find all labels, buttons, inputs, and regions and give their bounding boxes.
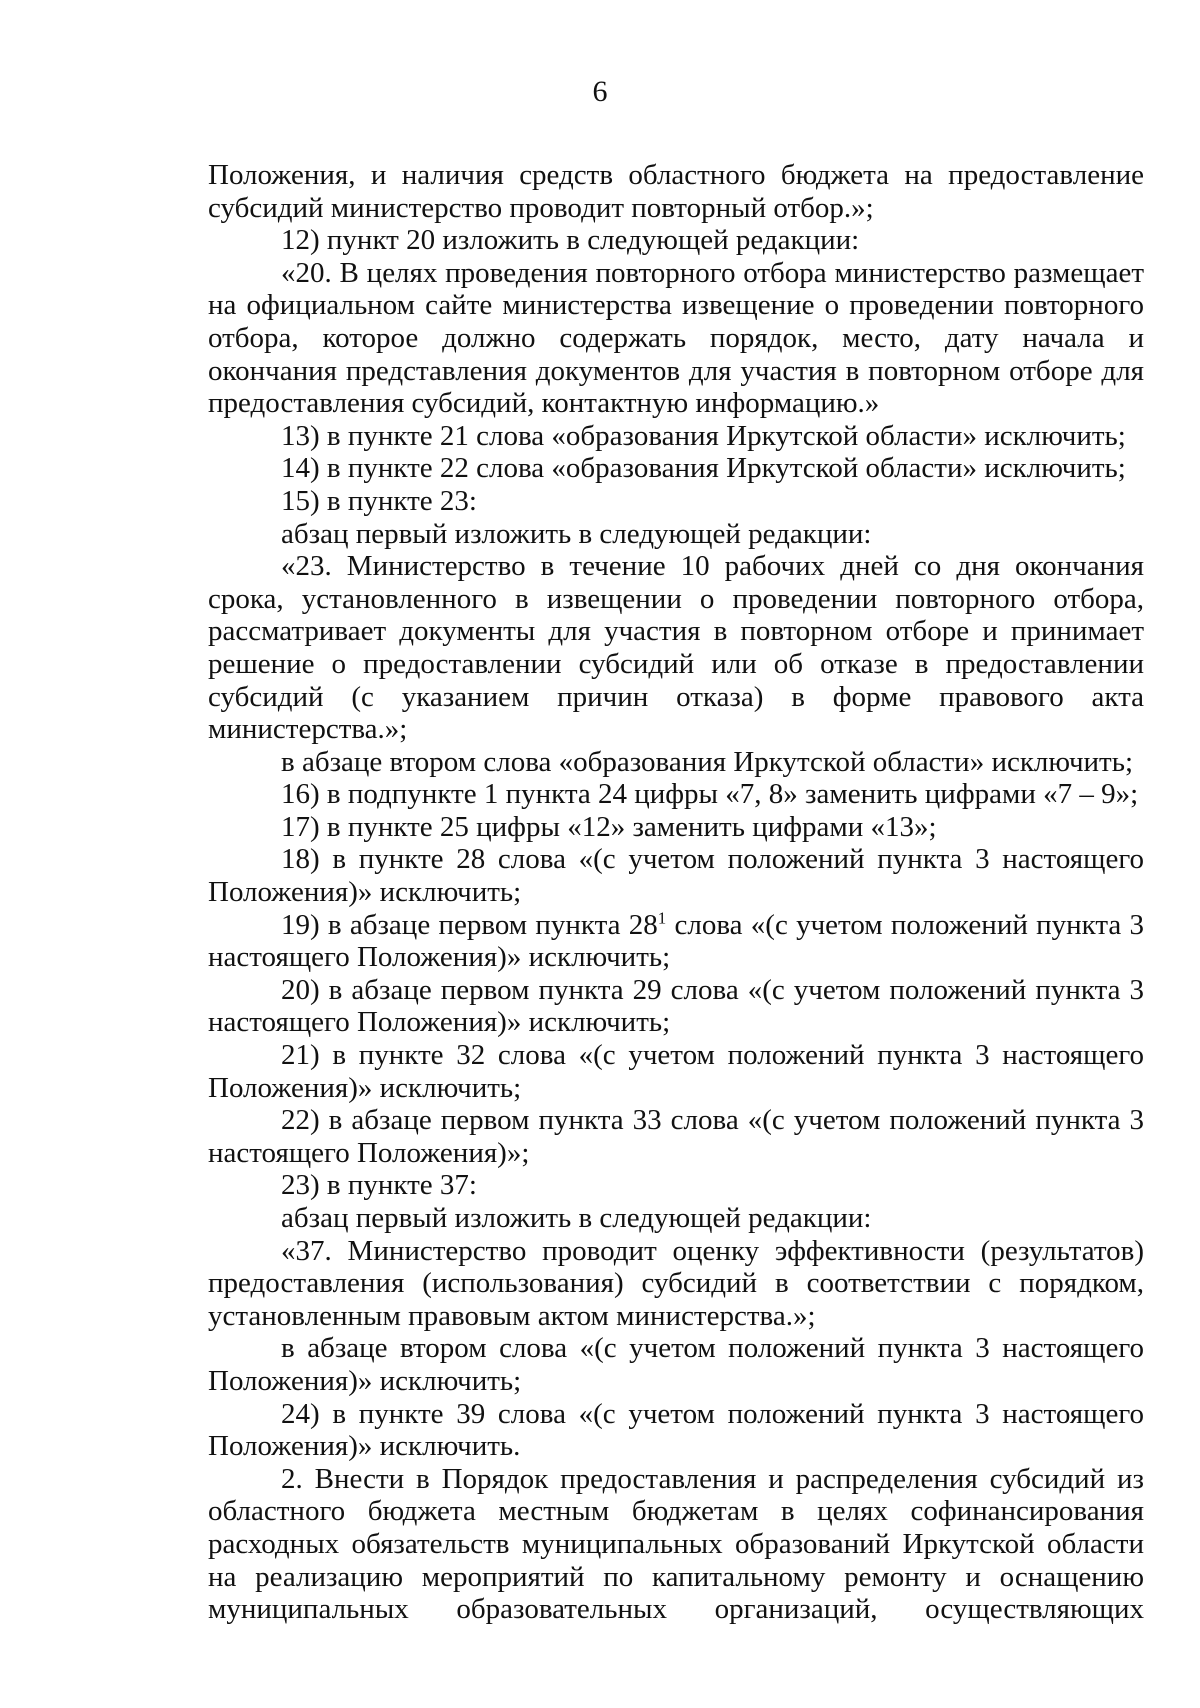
paragraph-section-2: 2. Внести в Порядок предоставления и распределения субсидий из областного бюджета местным бюджетам в целях софинансирования расходных обязательств муниципальных образований Иркутской области на реализацию мероприятий по капитальному ремонту и оснащению муниципальных образовательных организаций, осуществляющих [208,1462,1144,1626]
paragraph-item-21: 21) в пункте 32 слова «(с учетом положений пункта 3 настоящего Положения)» исключить; [208,1039,1144,1104]
paragraph-item-23-second: в абзаце втором слова «(с учетом положений пункта 3 настоящего Положения)» исключить; [208,1332,1144,1397]
paragraph-item-16: 16) в подпункте 1 пункта 24 цифры «7, 8» заменить цифрами «7 – 9»; [281,778,1139,811]
paragraph-item-17: 17) в пункте 25 цифры «12» заменить цифрами «13»; [281,810,937,843]
item-19-superscript: 1 [657,908,667,927]
item-19-text-after: слова «(с учетом положений пункта 3 настоящего Положения)» исключить; [208,908,1144,974]
document-body [208,159,1144,1626]
paragraph-item-23-sub: абзац первый изложить в следующей редакции: [281,1202,872,1234]
paragraph-item-18: 18) в пункте 28 слова «(с учетом положений пункта 3 настоящего Положения)» исключить; [208,843,1144,909]
item-19-text-before: 19) в абзаце первом пункта 28 [281,908,658,941]
paragraph-continuation: Положения, и наличия средств областного бюджета на предоставление субсидий министерство проводит повторный отбор.»; [208,159,1144,224]
page-number: 6 [592,75,608,108]
paragraph-quote-37: «37. Министерство проводит оценку эффективности (результатов) предоставления (использования) субсидий в соответствии с порядком, установленным правовым актом министерства.»; [208,1234,1144,1332]
paragraph-item-15-sub: абзац первый изложить в следующей редакции: [281,517,872,550]
paragraph-item-14: 14) в пункте 22 слова «образования Иркутской области» исключить; [281,452,1126,485]
paragraph-item-12: 12) пункт 20 изложить в следующей редакции: [281,224,860,257]
paragraph-item-20: 20) в абзаце первом пункта 29 слова «(с учетом положений пункта 3 настоящего Положения)» исключить; [208,973,1144,1039]
paragraph-item-19 [208,909,1144,974]
paragraph-item-24: 24) в пункте 39 слова «(с учетом положений пункта 3 настоящего Положения)» исключить. [208,1397,1144,1463]
paragraph-quote-20: «20. В целях проведения повторного отбора министерство размещает на официальном сайте министерства извещение о проведении повторного отбора, которое должно содержать порядок, место, дату начала и окончания представления документов для участия в повторном отборе для предоставления субсидий, контактную информацию.» [208,256,1144,420]
paragraph-quote-23: «23. Министерство в течение 10 рабочих дней со дня окончания срока, установленного в извещении о проведении повторного отбора, рассматривает документы для участия в повторном отборе и принимает решение о предоставлении субсидий или об отказе в предоставлении субсидий (с указанием причин отказа) в форме правового акта министерства.»; [208,550,1144,746]
paragraph-item-22: 22) в абзаце первом пункта 33 слова «(с учетом положений пункта 3 настоящего Положения)»; [208,1104,1144,1169]
paragraph-item-13: 13) в пункте 21 слова «образования Иркутской области» исключить; [281,419,1126,452]
paragraph-item-23: 23) в пункте 37: [281,1169,477,1202]
paragraph-item-15: 15) в пункте 23: [281,484,477,517]
paragraph-item-15-second: в абзаце втором слова «образования Иркутской области» исключить; [281,745,1134,778]
